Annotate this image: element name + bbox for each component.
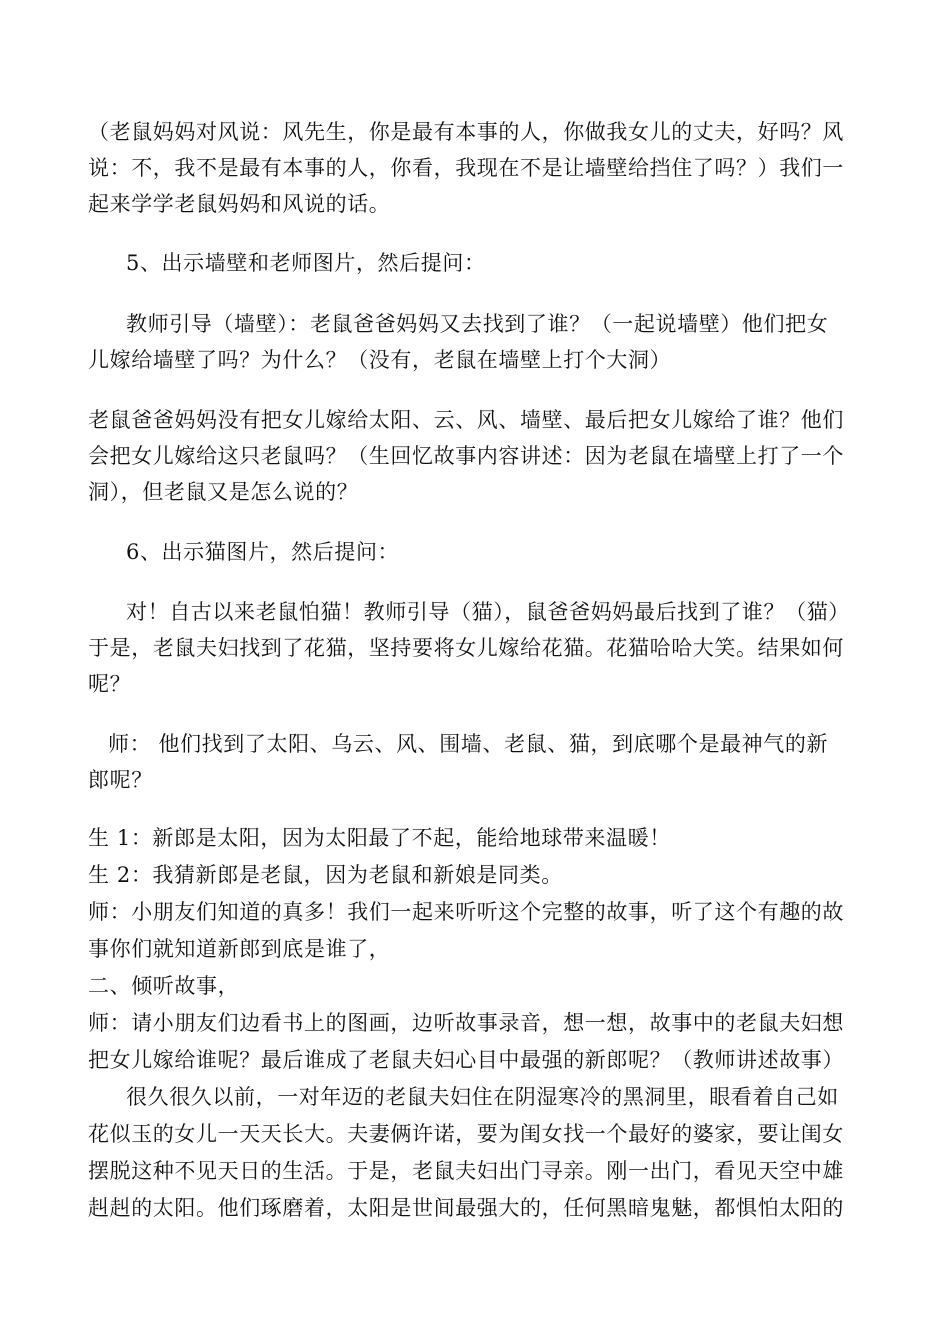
text-line: 于是，老鼠夫妇找到了花猫，坚持要将女儿嫁给花猫。花猫哈哈大笑。结果如何: [88, 636, 844, 660]
text-line: （老鼠妈妈对风说：风先生，你是最有本事的人，你做我女儿的丈夫，好吗？风: [88, 120, 844, 144]
text-line: 起来学学老鼠妈妈和风说的话。: [88, 192, 391, 216]
text-line: 赳赳的太阳。他们琢磨着，太阳是世间最强大的，任何黑暗鬼魅，都惧怕太阳的: [88, 1196, 844, 1220]
text-line: 老鼠爸爸妈妈没有把女儿嫁给太阳、云、风、墙壁、最后把女儿嫁给了谁？他们: [88, 408, 844, 432]
text-line: 把女儿嫁给谁呢？最后谁成了老鼠夫妇心目中最强的新郎呢？（教师讲述故事）: [88, 1048, 844, 1072]
text-line: 花似玉的女儿一天天长大。夫妻俩许诺，要为闺女找一个最好的婆家，要让闺女: [88, 1122, 844, 1146]
text-line: 呢？: [88, 672, 132, 696]
text-line: 郎呢？: [88, 768, 153, 792]
text-line: 生 2：我猜新郎是老鼠，因为老鼠和新娘是同类。: [88, 863, 563, 887]
section-heading: 5、出示墙壁和老师图片，然后提问：: [126, 251, 486, 275]
text-line: 教师引导（墙壁）：老鼠爸爸妈妈又去找到了谁？（一起说墙壁）他们把女: [126, 312, 829, 336]
text-line: 师：请小朋友们边看书上的图画，边听故事录音，想一想，故事中的老鼠夫妇想: [88, 1011, 844, 1035]
section-heading: 6、出示猫图片，然后提问：: [126, 540, 400, 564]
text-line: 会把女儿嫁给这只老鼠吗？（生回忆故事内容讲述：因为老鼠在墙壁上打了一个: [88, 444, 844, 468]
text-line: 事你们就知道新郎到底是谁了，: [88, 937, 391, 961]
text-line: 师： 他们找到了太阳、乌云、风、围墙、老鼠、猫，到底哪个是最神气的新: [108, 732, 829, 756]
text-line: 说：不，我不是最有本事的人，你看，我现在不是让墙壁给挡住了吗？）我们一: [88, 156, 844, 180]
text-line: 儿嫁给墙壁了吗？为什么？（没有，老鼠在墙壁上打个大洞）: [88, 348, 672, 372]
text-line: 很久很久以前，一对年迈的老鼠夫妇住在阴湿寒冷的黑洞里，眼看着自己如: [126, 1085, 839, 1109]
text-line: 生 1：新郎是太阳，因为太阳最了不起，能给地球带来温暖！: [88, 826, 671, 850]
section-heading: 二、倾听故事，: [88, 974, 240, 998]
text-line: 洞），但老鼠又是怎么说的？: [88, 480, 359, 504]
text-line: 师：小朋友们知道的真多！我们一起来听听这个完整的故事，听了这个有趣的故: [88, 900, 844, 924]
text-line: 摆脱这种不见天日的生活。于是，老鼠夫妇出门寻亲。刚一出门，看见天空中雄: [88, 1159, 844, 1183]
text-line: 对！自古以来老鼠怕猫！教师引导（猫），鼠爸爸妈妈最后找到了谁？（猫）: [126, 600, 850, 624]
